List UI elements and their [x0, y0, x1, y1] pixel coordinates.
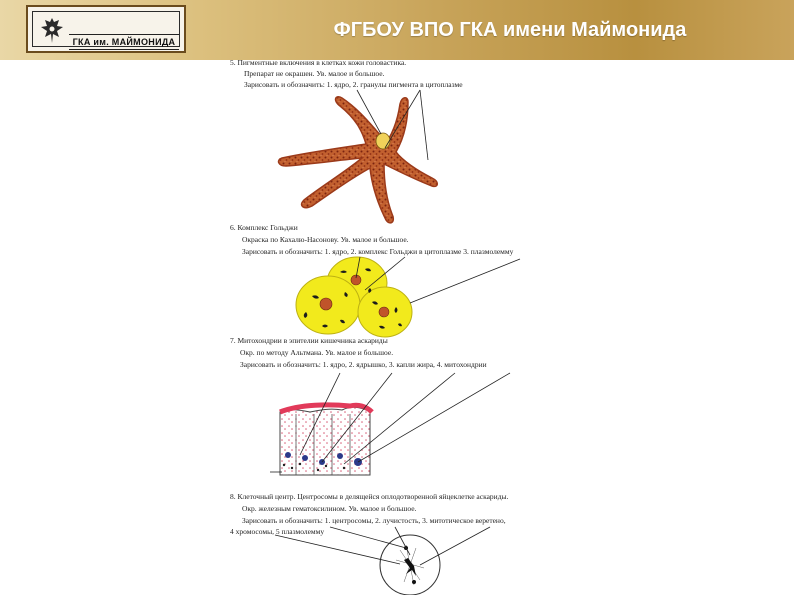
section-5-line2: Зарисовать и обозначить: 1. ядро, 2. гранулы пигмента в цитоплазме — [244, 80, 463, 89]
section-6-line2: Зарисовать и обозначить: 1. ядро, 2. комплекс Гольджи в цитоплазме 3. плазмолемму — [242, 247, 514, 256]
centrosome-figure — [275, 527, 490, 595]
page-title: ФГБОУ ВПО ГКА имени Маймонида — [333, 19, 687, 41]
golgi-cells-figure — [296, 257, 520, 337]
section-6-heading: 6. Комплекс Гольджи — [230, 223, 298, 232]
section-5-line1: Препарат не окрашен. Ув. малое и большое. — [244, 69, 385, 78]
section-5-heading: 5. Пигментные включения в клетках кожи головастика. — [230, 58, 407, 67]
pigment-cell-figure — [279, 90, 438, 223]
section-7-line2: Зарисовать и обозначить: 1. ядро, 2. ядрышко, 3. капли жира, 4. митохондрии — [240, 360, 487, 369]
section-7-line1: Окр. по методу Альтмана. Ув. малое и большое. — [240, 348, 394, 357]
document-page — [0, 60, 794, 595]
section-8-line3: 4 хромосомы, 5 плазмолемму — [230, 527, 325, 536]
epithelium-figure — [270, 373, 510, 475]
section-8-line2: Зарисовать и обозначить: 1. центросомы, 2. лучистость, 3. митотическое веретено, — [242, 516, 506, 525]
section-7-heading: 7. Митохондрии в эпителии кишечника аскариды — [230, 336, 388, 345]
eagle-emblem-icon — [39, 15, 65, 49]
figures-layer — [0, 60, 794, 595]
academy-logo — [26, 5, 186, 53]
logo-text: ГКА им. МАЙМОНИДА — [69, 34, 179, 50]
section-8-heading: 8. Клеточный центр. Центросомы в делящейся оплодотворенной яйцеклетке аскариды. — [230, 492, 509, 501]
logo-frame — [32, 11, 180, 47]
section-6-line1: Окраска по Кахалю-Насонову. Ув. малое и большое. — [242, 235, 409, 244]
section-8-line1: Окр. железным гематоксилином. Ув. малое и большое. — [242, 504, 417, 513]
header-bar — [0, 0, 794, 60]
